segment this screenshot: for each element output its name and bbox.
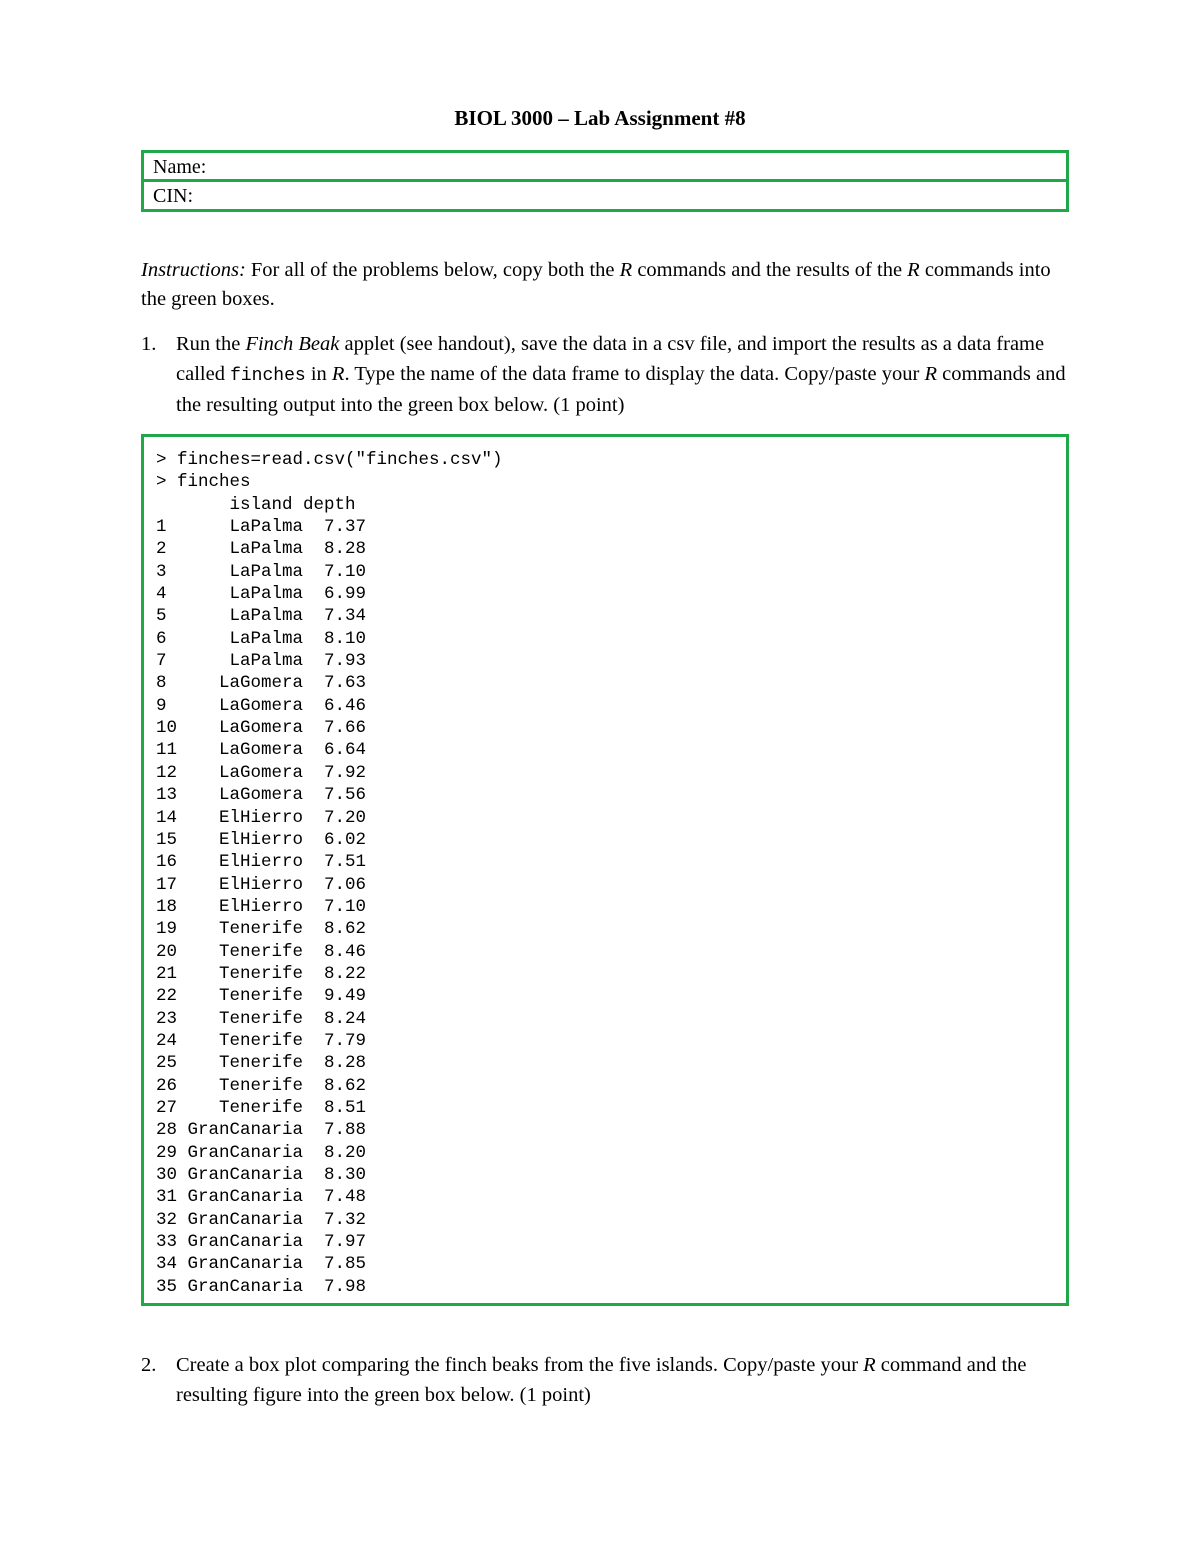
table-row: 27 Tenerife 8.51: [156, 1097, 367, 1118]
table-row: 31 GranCanaria 7.48: [156, 1187, 367, 1208]
table-row: 1 LaPalma 7.37: [156, 517, 367, 538]
question-text-part: commands and the resulting output into the green box below. (1 point): [176, 362, 1066, 416]
table-row: 13 LaGomera 7.56: [156, 785, 367, 806]
applet-name: Finch Beak: [245, 333, 340, 355]
table-row: 33 GranCanaria 7.97: [156, 1232, 367, 1253]
instructions-text-3: commands into the green boxes.: [141, 259, 1051, 310]
answer-box-1[interactable]: [141, 434, 1069, 1306]
table-row: 6 LaPalma 8.10: [156, 628, 367, 649]
instructions-label: Instructions:: [141, 259, 246, 281]
question-text: [176, 330, 1071, 421]
table-row: 12 LaGomera 7.92: [156, 762, 367, 783]
table-row: 18 ElHierro 7.10: [156, 896, 367, 917]
question-1: [141, 330, 1071, 421]
table-row: 2 LaPalma 8.28: [156, 539, 367, 560]
console-command: > finches=read.csv("finches.csv"): [156, 450, 503, 470]
instructions-text: For all of the problems below, copy both the: [245, 259, 620, 281]
table-row: 34 GranCanaria 7.85: [156, 1254, 367, 1275]
table-row: 5 LaPalma 7.34: [156, 606, 367, 627]
r-word: R: [619, 259, 633, 281]
r-word: R: [863, 1354, 876, 1376]
question-text-part: in: [305, 362, 332, 385]
page-title: BIOL 3000 – Lab Assignment #8: [454, 106, 746, 130]
question-text: [176, 1351, 1071, 1410]
question-text-part: . Type the name of the data frame to display the data. Copy/paste your: [344, 362, 925, 385]
name-field[interactable]: Name:: [144, 153, 1066, 182]
table-row: 21 Tenerife 8.22: [156, 963, 367, 984]
table-row: 22 Tenerife 9.49: [156, 986, 367, 1007]
table-row: 20 Tenerife 8.46: [156, 941, 367, 962]
table-header: island depth: [156, 494, 356, 515]
inline-code: finches: [230, 365, 306, 386]
table-row: 32 GranCanaria 7.32: [156, 1209, 367, 1230]
console-command: > finches: [156, 472, 251, 493]
table-row: 26 Tenerife 8.62: [156, 1075, 367, 1096]
table-row: 9 LaGomera 6.46: [156, 695, 367, 716]
table-row: 3 LaPalma 7.10: [156, 561, 367, 582]
table-row: 35 GranCanaria 7.98: [156, 1276, 367, 1297]
question-text-part: command and the resulting figure into the green box below. (1 point): [176, 1354, 1027, 1406]
cin-field[interactable]: CIN:: [153, 185, 193, 207]
table-row: 11 LaGomera 6.64: [156, 740, 367, 761]
table-row: 10 LaGomera 7.66: [156, 718, 367, 739]
table-row: 16 ElHierro 7.51: [156, 852, 367, 873]
table-rows: [156, 516, 503, 1298]
question-text-part: Create a box plot comparing the finch beaks from the five islands. Copy/paste your: [176, 1354, 864, 1376]
table-row: 24 Tenerife 7.79: [156, 1030, 367, 1051]
question-number: 2.: [141, 1354, 157, 1376]
r-word: R: [924, 362, 937, 385]
table-row: 19 Tenerife 8.62: [156, 919, 367, 940]
r-word: R: [907, 259, 920, 281]
r-word: R: [331, 362, 345, 385]
r-console-output: [156, 449, 503, 1298]
table-row: 7 LaPalma 7.93: [156, 651, 367, 672]
table-row: 14 ElHierro 7.20: [156, 807, 367, 828]
table-row: 8 LaGomera 7.63: [156, 673, 367, 694]
table-row: 30 GranCanaria 8.30: [156, 1165, 367, 1185]
table-row: 4 LaPalma 6.99: [156, 584, 367, 605]
table-row: 28 GranCanaria 7.88: [156, 1120, 367, 1141]
question-2: [141, 1351, 1071, 1410]
identity-box: [141, 150, 1069, 212]
table-row: 23 Tenerife 8.24: [156, 1008, 367, 1029]
question-text-part: Run the: [176, 333, 246, 355]
table-row: 17 ElHierro 7.06: [156, 874, 367, 895]
question-number: 1.: [141, 333, 157, 355]
question-text-part: applet (see handout), save the data in a csv file, and import the results as a data frame called: [176, 333, 1045, 385]
instructions: [141, 256, 1071, 314]
table-row: 15 ElHierro 6.02: [156, 829, 367, 850]
table-row: 29 GranCanaria 8.20: [156, 1142, 367, 1163]
instructions-text-2: commands and the results of the: [632, 259, 908, 281]
table-row: 25 Tenerife 8.28: [156, 1053, 367, 1074]
